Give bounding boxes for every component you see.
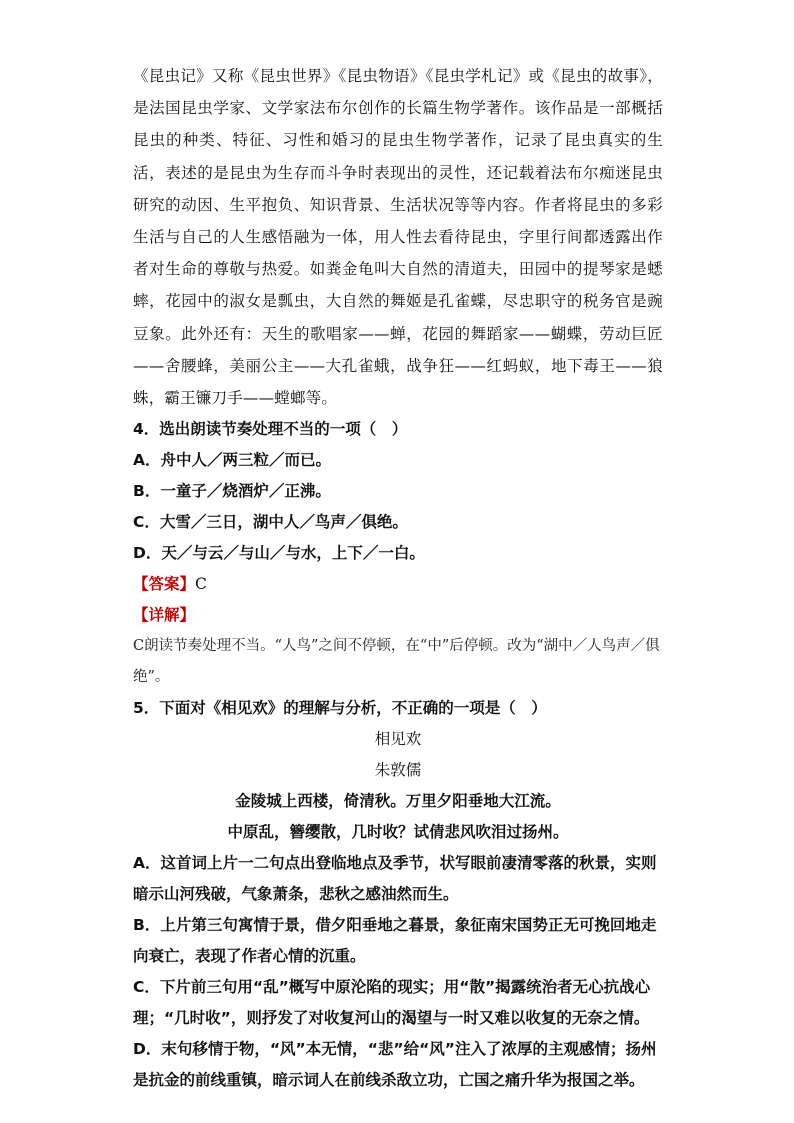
question-4-detail-heading: [133, 600, 663, 631]
question-5-option-a: A．这首词上片一二句点出登临地点及季节，状写眼前凄清零落的秋景，实则暗示山河残破，气象萧条，悲秋之感油然而生。: [133, 854, 657, 904]
detail-label: 【详解】: [133, 606, 196, 625]
question-5-option-b: B．上片第三句寓情于景，借夕阳垂地之暮景，象征南宋国势正无可挽回地走向衰亡，表现了作者心情的沉重。: [133, 916, 657, 966]
document-page: [133, 60, 663, 1096]
question-4-option-d: D．天／与云／与山／与水，上下／一白。: [133, 544, 425, 563]
question-5-option-c: C．下片前三句用“乱”概写中原沦陷的现实；用“散”揭露统治者无心抗战心理；“几时收”，则抒发了对收复河山的渴望与一时又难以收复的无奈之情。: [133, 978, 651, 1028]
poem-line-1: 金陵城上西楼，倚清秋。万里夕阳垂地大江流。: [235, 792, 561, 811]
question-4-detail-text: C朗读节奏处理不当。“人鸟”之间不停顿，在“中”后停顿。改为“湖中／人鸟声／俱绝”。: [133, 638, 660, 686]
poem-line-2: 中原乱，簪缨散，几时收？试倩悲风吹泪过扬州。: [227, 823, 569, 842]
question-5-title: 5．下面对《相见欢》的理解与分析，不正确的一项是（ ）: [133, 699, 547, 718]
question-4-option-c: C．大雪／三日，湖中人／鸟声／俱绝。: [133, 513, 408, 532]
question-4-option-b: B．一童子／烧酒炉／正沸。: [133, 482, 331, 501]
answer-label: 【答案】: [133, 575, 196, 594]
answer-value: C: [195, 575, 207, 594]
intro-paragraph: 《昆虫记》又称《昆虫世界》《昆虫物语》《昆虫学札记》或《昆虫的故事》，是法国昆虫学家、文学家法布尔创作的长篇生物学著作。该作品是一部概括昆虫的种类、特征、习性和婚习的昆虫生物学著作，记录了昆虫真实的生活，表述的是昆虫为生存而斗争时表现出的灵性，还记载着法布尔痴迷昆虫研究的动因、生平抱负、知识背景、生活状况等等内容。作者将昆虫的多彩生活与自己的人生感悟融为一体，用人性去看待昆虫，字里行间都透露出作者对生命的尊敬与热爱。如粪金龟叫大自然的清道夫，田园中的提琴家是蟋蟀，花园中的淑女是瓢虫，大自然的舞姬是孔雀蝶，尽忠职守的税务官是豌豆象。此外还有：天生的歌唱家——蝉，花园的舞蹈家——蝴蝶，劳动巨匠——舍腰蜂，美丽公主——大孔雀蛾，战争狂——红蚂蚁，地下毒王——狼蛛，霸王镰刀手——螳螂等。: [133, 67, 663, 408]
poem-author: 朱敦儒: [374, 761, 422, 780]
question-4-option-a: A．舟中人／两三粒／而已。: [133, 451, 331, 470]
poem-title: 相见欢: [374, 730, 422, 749]
question-4-title: 4．选出朗读节奏处理不当的一项（ ）: [133, 420, 408, 439]
question-5-option-d: D．末句移情于物，“风”本无情，“悲”给“风”注入了浓厚的主观感情；扬州是抗金的前线重镇，暗示词人在前线杀敌立功，亡国之痛升华为报国之举。: [133, 1040, 657, 1090]
question-4-answer: [133, 569, 663, 600]
